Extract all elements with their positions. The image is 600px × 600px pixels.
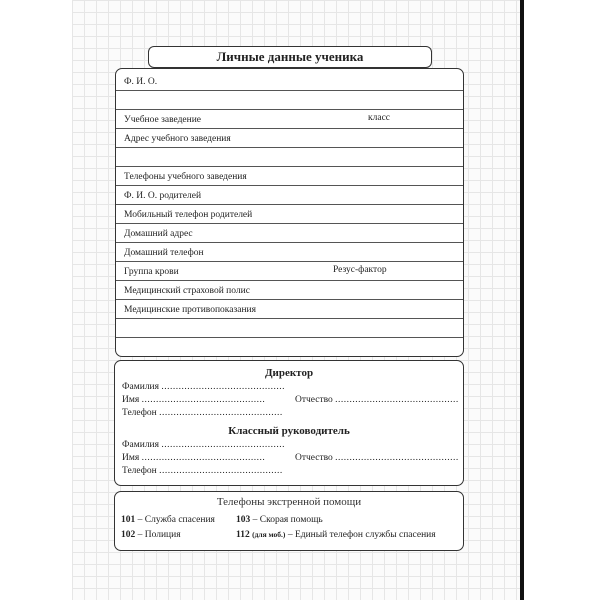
emergency-heading: Телефоны экстренной помощи: [216, 496, 362, 508]
emergency-number: 103: [236, 515, 251, 525]
director-name-label: Имя: [122, 395, 140, 405]
emergency-number: 112: [236, 530, 250, 540]
teacher-phone-dots: ...........................................: [159, 466, 283, 476]
insurance-line[interactable]: [116, 299, 463, 300]
director-phone-label: Телефон: [122, 408, 157, 418]
class-label: класс: [368, 113, 391, 123]
outer-margin-right: [524, 0, 600, 600]
blood-group-label: Группа крови: [124, 267, 179, 277]
fio-line[interactable]: [116, 90, 463, 91]
school-address-label: Адрес учебного заведения: [124, 134, 231, 144]
emergency-text: – Полиция: [137, 530, 181, 540]
school-line[interactable]: [116, 128, 463, 129]
emergency-text: – Единый телефон службы спасения: [287, 530, 436, 540]
home-phone-label: Домашний телефон: [124, 248, 204, 258]
director-surname-label: Фамилия: [122, 382, 160, 392]
director-patronymic-field[interactable]: [295, 395, 459, 405]
parents-fio-line[interactable]: [116, 204, 463, 205]
director-patronymic-dots: ...........................................: [335, 395, 459, 405]
director-heading: Директор: [264, 367, 314, 379]
director-phone-dots: ...........................................: [159, 408, 283, 418]
class-teacher-heading: Классный руководитель: [228, 425, 350, 437]
fio-label: Ф. И. О.: [124, 77, 158, 87]
home-phone-line[interactable]: [116, 261, 463, 262]
blood-group-line[interactable]: [116, 280, 463, 281]
emergency-phones-box: [114, 491, 464, 551]
parents-mobile-label: Мобильный телефон родителей: [124, 210, 253, 220]
emergency-text: – Служба спасения: [137, 515, 215, 525]
emergency-number: 101: [121, 515, 136, 525]
teacher-surname-label: Фамилия: [122, 440, 160, 450]
outer-margin-left: [0, 0, 72, 600]
teacher-phone-label: Телефон: [122, 466, 157, 476]
emergency-item-ambulance: [236, 515, 323, 525]
rh-factor-label: Резус-фактор: [333, 265, 387, 275]
emergency-item-unified: [236, 530, 436, 540]
teacher-patronymic-label: Отчество: [295, 453, 333, 463]
page-title: Личные данные ученика: [148, 46, 432, 68]
director-name-field[interactable]: [122, 395, 265, 405]
fio-line-2[interactable]: [116, 109, 463, 110]
emergency-item-police: [121, 530, 181, 540]
teacher-patronymic-dots: ...........................................: [335, 453, 459, 463]
contraindications-label: Медицинские противопоказания: [124, 305, 256, 315]
parents-mobile-line[interactable]: [116, 223, 463, 224]
contraindications-line[interactable]: [116, 318, 463, 319]
teacher-phone-field[interactable]: [122, 466, 283, 476]
teacher-name-field[interactable]: [122, 453, 265, 463]
school-phones-label: Телефоны учебного заведения: [124, 172, 247, 182]
director-surname-field[interactable]: [122, 382, 285, 392]
teacher-patronymic-field[interactable]: [295, 453, 459, 463]
emergency-item-rescue: [121, 515, 215, 525]
emergency-text: – Скорая помощь: [252, 515, 323, 525]
director-surname-dots: ...........................................: [161, 382, 286, 392]
school-phones-line[interactable]: [116, 185, 463, 186]
teacher-name-label: Имя: [122, 453, 140, 463]
director-name-dots: ...........................................: [141, 395, 266, 405]
teacher-surname-field[interactable]: [122, 440, 285, 450]
teacher-surname-dots: ...........................................: [161, 440, 286, 450]
teacher-name-dots: ...........................................: [141, 453, 266, 463]
emergency-number: 102: [121, 530, 136, 540]
school-label: Учебное заведение: [124, 115, 202, 125]
insurance-label: Медицинский страховой полис: [124, 286, 250, 296]
home-address-line[interactable]: [116, 242, 463, 243]
contraindications-line-2[interactable]: [116, 337, 463, 338]
director-phone-field[interactable]: [122, 408, 283, 418]
home-address-label: Домашний адрес: [124, 229, 193, 239]
personal-data-form: [115, 68, 464, 357]
contacts-box: [114, 360, 464, 486]
director-patronymic-label: Отчество: [295, 395, 333, 405]
school-address-line[interactable]: [116, 147, 463, 148]
emergency-note: (для моб.): [252, 530, 286, 539]
parents-fio-label: Ф. И. О. родителей: [124, 191, 202, 201]
school-address-line-2[interactable]: [116, 166, 463, 167]
